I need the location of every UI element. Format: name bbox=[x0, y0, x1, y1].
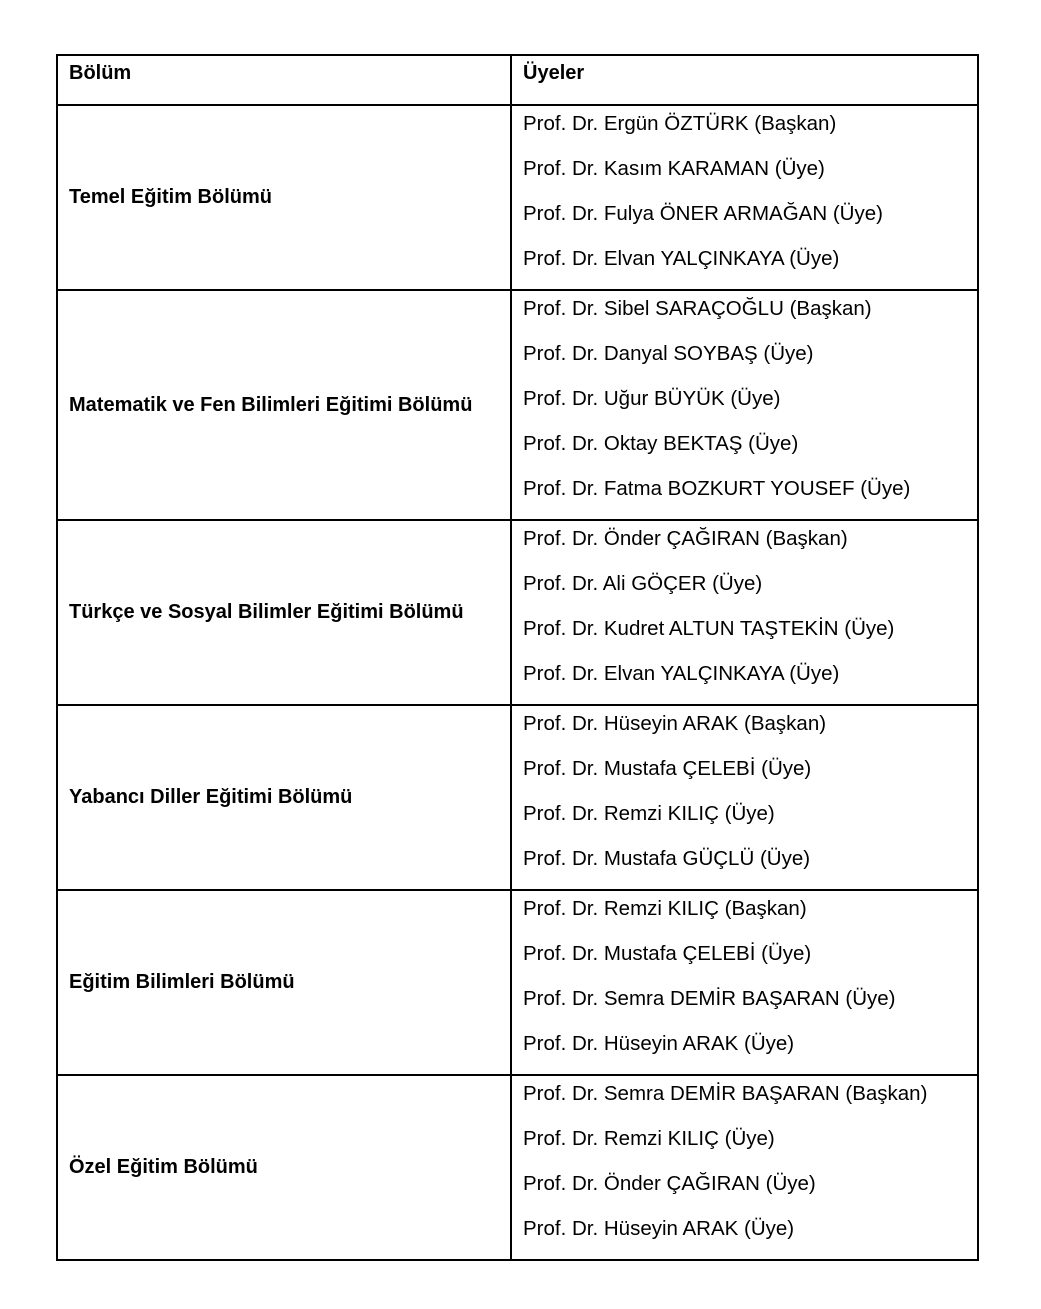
member-item: Prof. Dr. Remzi KILIÇ (Üye) bbox=[523, 1127, 775, 1150]
member-item: Prof. Dr. Hüseyin ARAK (Üye) bbox=[523, 1032, 795, 1055]
member-item: Prof. Dr. Remzi KILIÇ (Üye) bbox=[523, 802, 775, 825]
member-list bbox=[511, 890, 978, 1075]
member-item: Prof. Dr. Mustafa GÜÇLÜ (Üye) bbox=[523, 847, 811, 870]
member-item: Prof. Dr. Semra DEMİR BAŞARAN (Başkan) bbox=[523, 1082, 928, 1105]
member-item: Prof. Dr. Semra DEMİR BAŞARAN (Üye) bbox=[523, 987, 896, 1010]
department-name: Eğitim Bilimleri Bölümü bbox=[57, 890, 511, 1075]
table-row bbox=[57, 890, 978, 1075]
member-item: Prof. Dr. Hüseyin ARAK (Üye) bbox=[523, 1217, 795, 1240]
member-item: Prof. Dr. Ergün ÖZTÜRK (Başkan) bbox=[523, 112, 837, 135]
member-item: Prof. Dr. Hüseyin ARAK (Başkan) bbox=[523, 712, 827, 735]
department-name: Temel Eğitim Bölümü bbox=[57, 105, 511, 290]
table-row bbox=[57, 290, 978, 520]
member-item: Prof. Dr. Kudret ALTUN TAŞTEKİN (Üye) bbox=[523, 617, 895, 640]
member-list bbox=[511, 290, 978, 520]
department-name: Yabancı Diller Eğitimi Bölümü bbox=[57, 705, 511, 890]
member-item: Prof. Dr. Uğur BÜYÜK (Üye) bbox=[523, 387, 781, 410]
member-item: Prof. Dr. Önder ÇAĞIRAN (Üye) bbox=[523, 1172, 816, 1195]
table-header-row bbox=[57, 55, 978, 105]
committee-table bbox=[56, 54, 979, 1261]
table-row bbox=[57, 520, 978, 705]
table-row bbox=[57, 105, 978, 290]
member-list bbox=[511, 705, 978, 890]
member-item: Prof. Dr. Önder ÇAĞIRAN (Başkan) bbox=[523, 527, 848, 550]
member-item: Prof. Dr. Fatma BOZKURT YOUSEF (Üye) bbox=[523, 477, 911, 500]
member-list bbox=[511, 1075, 978, 1260]
member-item: Prof. Dr. Danyal SOYBAŞ (Üye) bbox=[523, 342, 814, 365]
member-item: Prof. Dr. Fulya ÖNER ARMAĞAN (Üye) bbox=[523, 202, 883, 225]
header-department: Bölüm bbox=[57, 55, 511, 105]
member-item: Prof. Dr. Elvan YALÇINKAYA (Üye) bbox=[523, 247, 840, 270]
member-item: Prof. Dr. Sibel SARAÇOĞLU (Başkan) bbox=[523, 297, 872, 320]
member-list bbox=[511, 105, 978, 290]
member-item: Prof. Dr. Elvan YALÇINKAYA (Üye) bbox=[523, 662, 840, 685]
header-members: Üyeler bbox=[511, 55, 978, 105]
member-item: Prof. Dr. Remzi KILIÇ (Başkan) bbox=[523, 897, 807, 920]
member-item: Prof. Dr. Ali GÖÇER (Üye) bbox=[523, 572, 763, 595]
department-name: Özel Eğitim Bölümü bbox=[57, 1075, 511, 1260]
member-list bbox=[511, 520, 978, 705]
department-name: Matematik ve Fen Bilimleri Eğitimi Bölümü bbox=[57, 290, 511, 520]
member-item: Prof. Dr. Mustafa ÇELEBİ (Üye) bbox=[523, 942, 812, 965]
table-row bbox=[57, 1075, 978, 1260]
table-row bbox=[57, 705, 978, 890]
member-item: Prof. Dr. Kasım KARAMAN (Üye) bbox=[523, 157, 825, 180]
member-item: Prof. Dr. Oktay BEKTAŞ (Üye) bbox=[523, 432, 799, 455]
member-item: Prof. Dr. Mustafa ÇELEBİ (Üye) bbox=[523, 757, 812, 780]
department-name: Türkçe ve Sosyal Bilimler Eğitimi Bölümü bbox=[57, 520, 511, 705]
